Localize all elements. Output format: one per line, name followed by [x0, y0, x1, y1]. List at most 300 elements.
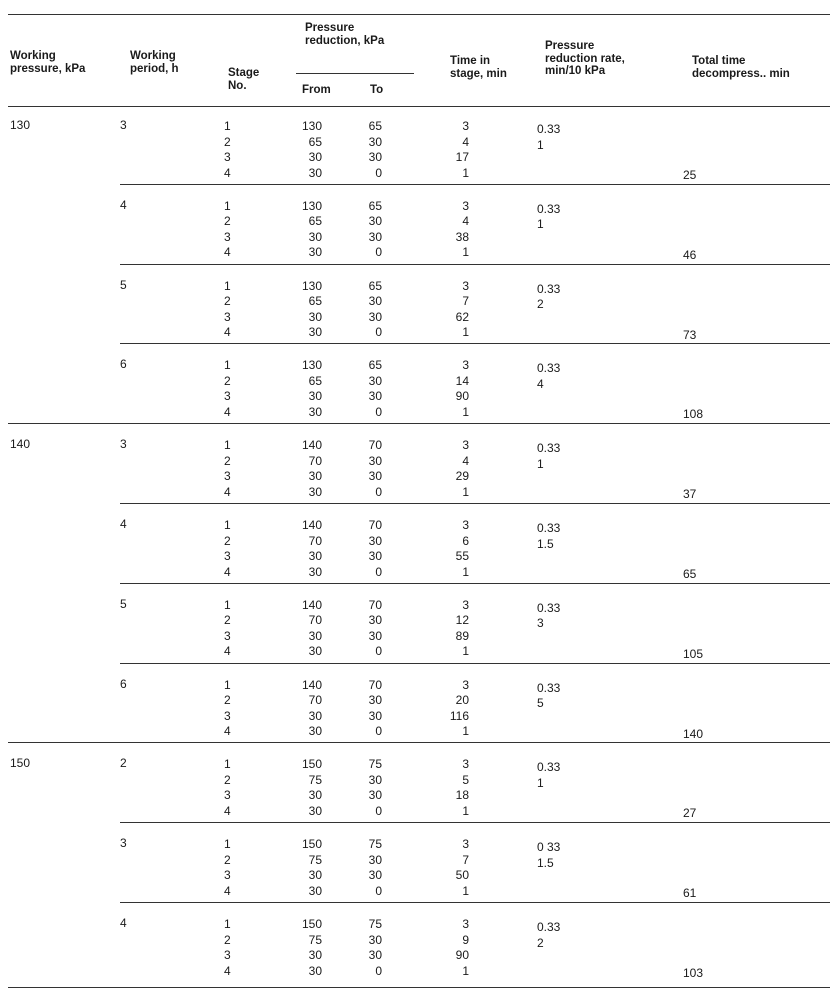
from-pressure-value: 70 [308, 453, 322, 468]
stage-number-value: 1 [224, 358, 231, 373]
to-pressure-value: 30 [368, 788, 382, 803]
time-in-stage-value: 3 [462, 677, 469, 692]
time-in-stage-value: 6 [462, 533, 469, 548]
reduction-rate-value: 0.33 [537, 680, 561, 695]
stage-number [224, 119, 231, 181]
from-pressure-value: 30 [308, 404, 322, 419]
working-period-value: 3 [120, 836, 127, 851]
stage-number-value: 3 [224, 868, 231, 883]
stage-number [224, 358, 231, 420]
stage-number-value: 4 [224, 564, 231, 579]
total-time-value: 61 [683, 886, 697, 901]
reduction-rate-value: 2 [537, 935, 544, 950]
to-pressure-value: 30 [368, 150, 382, 164]
from-pressure-value: 70 [308, 533, 322, 548]
total-time-value: 105 [683, 646, 704, 661]
from-pressure-value: 75 [308, 852, 322, 867]
from-pressure-value: 140 [301, 597, 322, 612]
stage-number-value: 4 [224, 404, 231, 419]
to-pressure-value: 0 [375, 245, 382, 260]
to-pressure-value: 0 [375, 564, 382, 579]
time-in-stage-value: 12 [455, 613, 469, 628]
stage-number-value: 3 [224, 309, 231, 324]
from-pressure [288, 119, 322, 181]
stage-number [224, 518, 231, 580]
header-pressure-reduction: Pressure reduction, kPa [305, 22, 385, 47]
block-rule [120, 822, 830, 823]
from-pressure [288, 279, 322, 341]
from-pressure-value: 30 [308, 963, 322, 978]
time-in-stage-value: 20 [455, 693, 469, 708]
from-pressure-value: 65 [308, 134, 322, 149]
time-in-stage-value: 1 [462, 325, 469, 340]
time-in-stage [448, 199, 469, 261]
reduction-rate [537, 361, 560, 392]
block-rule [120, 583, 830, 584]
time-in-stage [448, 358, 469, 420]
to-pressure-value: 0 [375, 404, 382, 419]
time-in-stage-value: 38 [455, 229, 469, 244]
to-pressure-value: 0 [375, 325, 382, 340]
from-pressure [288, 358, 322, 420]
time-in-stage-value: 90 [455, 948, 469, 962]
from-pressure-value: 30 [308, 150, 322, 164]
from-pressure-value: 150 [301, 757, 322, 772]
from-pressure [288, 917, 322, 979]
to-pressure-value: 0 [375, 724, 382, 739]
time-in-stage-value: 1 [462, 404, 469, 419]
time-in-stage-value: 3 [462, 917, 469, 931]
time-in-stage-value: 1 [462, 724, 469, 739]
time-in-stage-value: 1 [462, 245, 469, 260]
stage-number-value: 3 [224, 229, 231, 244]
from-pressure-value: 130 [301, 358, 322, 373]
to-pressure-value: 30 [368, 294, 382, 309]
stage-number-value: 3 [224, 788, 231, 803]
working-period-value: 6 [120, 357, 127, 372]
from-pressure-value: 30 [308, 564, 322, 579]
from-pressure [288, 199, 322, 261]
header-working-period: Working period, h [130, 50, 179, 75]
to-pressure-value: 75 [368, 917, 382, 931]
reduction-rate-value: 3 [537, 616, 544, 631]
time-in-stage-value: 1 [462, 803, 469, 818]
time-in-stage [448, 518, 469, 580]
from-pressure-value: 30 [308, 389, 322, 404]
header-time-in-stage: Time in stage, min [450, 55, 507, 80]
reduction-rate-value: 0.33 [537, 521, 561, 535]
stage-number-value: 2 [224, 932, 231, 947]
to-pressure-value: 65 [368, 119, 382, 133]
working-period-value: 5 [120, 596, 127, 611]
time-in-stage-value: 3 [462, 119, 469, 133]
top-rule [8, 14, 830, 15]
stage-number-value: 1 [224, 597, 231, 612]
reduction-rate-value: 4 [537, 376, 544, 391]
from-pressure-value: 30 [308, 165, 322, 180]
from-pressure-value: 30 [308, 788, 322, 803]
stage-number-value: 2 [224, 533, 231, 548]
time-in-stage-value: 17 [455, 150, 469, 164]
stage-number-value: 2 [224, 294, 231, 309]
stage-number [224, 837, 231, 899]
working-period-value: 4 [120, 517, 127, 531]
reduction-rate-value: 0.33 [537, 920, 561, 934]
time-in-stage-value: 116 [449, 708, 469, 723]
time-in-stage-value: 3 [462, 757, 469, 772]
sub-header-rule [296, 73, 414, 74]
reduction-rate-value: 1.5 [537, 536, 554, 551]
reduction-rate [537, 840, 560, 871]
to-pressure [352, 917, 382, 979]
stage-number-value: 4 [224, 803, 231, 818]
to-pressure [352, 518, 382, 580]
to-pressure-value: 30 [368, 948, 382, 962]
to-pressure-value: 30 [368, 932, 382, 947]
reduction-rate [537, 681, 560, 712]
from-pressure-value: 30 [308, 309, 322, 324]
to-pressure-value: 30 [368, 214, 382, 229]
stage-number-value: 3 [224, 549, 231, 563]
working-period-value: 2 [120, 756, 127, 771]
reduction-rate-value: 0.33 [537, 441, 561, 456]
total-time-value: 103 [683, 966, 704, 980]
to-pressure [352, 837, 382, 899]
block-rule [120, 902, 830, 903]
total-time-value: 65 [683, 567, 697, 581]
to-pressure-value: 70 [368, 677, 382, 692]
reduction-rate-value: 2 [537, 297, 544, 312]
bottom-rule [8, 987, 830, 988]
time-in-stage [448, 837, 469, 899]
to-pressure-value: 30 [368, 549, 382, 563]
reduction-rate-value: 0.33 [537, 760, 561, 775]
stage-number-value: 2 [224, 613, 231, 628]
time-in-stage-value: 1 [462, 644, 469, 659]
stage-number [224, 438, 231, 500]
working-period-value: 6 [120, 676, 127, 691]
reduction-rate-value: 1 [537, 137, 544, 152]
from-pressure-value: 30 [308, 708, 322, 723]
block-rule [120, 184, 830, 185]
time-in-stage-value: 90 [455, 389, 469, 404]
from-pressure-value: 30 [308, 868, 322, 883]
reduction-rate [537, 521, 560, 552]
from-pressure-value: 30 [308, 644, 322, 659]
time-in-stage [448, 678, 469, 740]
time-in-stage-value: 50 [455, 868, 469, 883]
time-in-stage-value: 14 [455, 373, 469, 388]
time-in-stage-value: 3 [462, 518, 469, 532]
time-in-stage-value: 3 [462, 198, 469, 213]
working-period-value: 4 [120, 197, 127, 212]
total-time-value: 27 [683, 806, 697, 821]
reduction-rate-value: 0.33 [537, 361, 561, 376]
from-pressure-value: 130 [301, 198, 322, 213]
working-pressure-value: 150 [10, 756, 31, 771]
stage-number-value: 1 [224, 518, 231, 532]
stage-number [224, 678, 231, 740]
stage-number-value: 3 [224, 469, 231, 484]
time-in-stage-value: 1 [462, 484, 469, 499]
time-in-stage-value: 7 [462, 294, 469, 309]
to-pressure [352, 119, 382, 181]
stage-number [224, 917, 231, 979]
to-pressure-value: 0 [375, 644, 382, 659]
stage-number [224, 598, 231, 660]
from-pressure-value: 70 [308, 613, 322, 628]
from-pressure-value: 30 [308, 803, 322, 818]
stage-number-value: 4 [224, 484, 231, 499]
stage-number-value: 3 [224, 628, 231, 643]
block-rule [120, 343, 830, 344]
from-pressure [288, 837, 322, 899]
header-stage-no: Stage No. [228, 67, 260, 92]
stage-number-value: 3 [224, 389, 231, 404]
reduction-rate-value: 1.5 [537, 855, 554, 870]
to-pressure-value: 30 [368, 852, 382, 867]
time-in-stage [448, 119, 469, 181]
from-pressure-value: 150 [301, 917, 322, 931]
to-pressure-value: 75 [368, 757, 382, 772]
from-pressure-value: 30 [308, 724, 322, 739]
reduction-rate-value: 0.33 [537, 122, 561, 136]
to-pressure-value: 65 [368, 198, 382, 213]
from-pressure-value: 130 [301, 278, 322, 293]
stage-number-value: 2 [224, 134, 231, 149]
from-pressure [288, 757, 322, 819]
from-pressure-value: 30 [308, 469, 322, 484]
time-in-stage-value: 9 [462, 932, 469, 947]
header-reduction-rate: Pressure reduction rate, min/10 kPa [545, 40, 625, 77]
total-time-value: 73 [683, 327, 697, 342]
stage-number [224, 279, 231, 341]
stage-number-value: 4 [224, 325, 231, 340]
working-period-value: 5 [120, 277, 127, 292]
stage-number-value: 1 [224, 438, 231, 453]
from-pressure-value: 75 [308, 932, 322, 947]
time-in-stage [448, 438, 469, 500]
reduction-rate-value: 0.33 [537, 281, 561, 296]
reduction-rate-value: 1 [537, 217, 544, 232]
from-pressure-value: 140 [301, 518, 322, 532]
from-pressure-value: 130 [301, 119, 322, 133]
time-in-stage [448, 598, 469, 660]
reduction-rate [537, 601, 560, 632]
to-pressure [352, 757, 382, 819]
from-pressure-value: 75 [308, 772, 322, 787]
to-pressure-value: 30 [368, 628, 382, 643]
to-pressure [352, 279, 382, 341]
stage-number-value: 2 [224, 214, 231, 229]
header-working-pressure: Working pressure, kPa [10, 50, 86, 75]
from-pressure-value: 30 [308, 549, 322, 563]
from-pressure-value: 65 [308, 373, 322, 388]
total-time-value: 37 [683, 487, 697, 502]
block-rule [120, 264, 830, 265]
to-pressure-value: 30 [368, 693, 382, 708]
reduction-rate-value: 1 [537, 775, 544, 790]
stage-number-value: 1 [224, 757, 231, 772]
from-pressure [288, 438, 322, 500]
from-pressure-value: 30 [308, 883, 322, 898]
stage-number-value: 4 [224, 963, 231, 978]
stage-number-value: 1 [224, 837, 231, 852]
to-pressure [352, 199, 382, 261]
time-in-stage [448, 279, 469, 341]
from-pressure-value: 30 [308, 484, 322, 499]
from-pressure [288, 678, 322, 740]
from-pressure-value: 30 [308, 628, 322, 643]
to-pressure-value: 30 [368, 134, 382, 149]
stage-number-value: 2 [224, 693, 231, 708]
time-in-stage-value: 18 [455, 788, 469, 803]
time-in-stage-value: 1 [462, 963, 469, 978]
header-from: From [302, 84, 331, 96]
stage-number-value: 3 [224, 150, 231, 164]
from-pressure [288, 598, 322, 660]
total-time-value: 25 [683, 168, 697, 182]
to-pressure-value: 30 [368, 453, 382, 468]
stage-number-value: 4 [224, 245, 231, 260]
time-in-stage [448, 917, 469, 979]
working-period-value: 4 [120, 916, 127, 930]
to-pressure-value: 30 [368, 373, 382, 388]
reduction-rate-value: 0.33 [537, 201, 561, 216]
group-rule [8, 742, 830, 743]
time-in-stage-value: 4 [462, 214, 469, 229]
group-rule [8, 423, 830, 424]
time-in-stage-value: 1 [462, 564, 469, 579]
to-pressure-value: 0 [375, 883, 382, 898]
working-period-value: 3 [120, 437, 127, 452]
to-pressure-value: 30 [368, 229, 382, 244]
from-pressure [288, 518, 322, 580]
from-pressure-value: 70 [308, 693, 322, 708]
stage-number-value: 2 [224, 852, 231, 867]
from-pressure-value: 65 [308, 214, 322, 229]
block-rule [120, 663, 830, 664]
stage-number-value: 2 [224, 772, 231, 787]
time-in-stage-value: 3 [462, 597, 469, 612]
time-in-stage [448, 757, 469, 819]
to-pressure-value: 0 [375, 963, 382, 978]
to-pressure-value: 65 [368, 278, 382, 293]
to-pressure-value: 65 [368, 358, 382, 373]
from-pressure-value: 30 [308, 245, 322, 260]
stage-number-value: 3 [224, 948, 231, 962]
total-time-value: 140 [683, 726, 704, 741]
to-pressure-value: 30 [368, 868, 382, 883]
reduction-rate-value: 0 33 [537, 840, 561, 855]
to-pressure-value: 0 [375, 803, 382, 818]
to-pressure-value: 30 [368, 309, 382, 324]
stage-number-value: 4 [224, 883, 231, 898]
total-time-value: 46 [683, 247, 697, 262]
stage-number-value: 2 [224, 373, 231, 388]
time-in-stage-value: 62 [455, 309, 469, 324]
to-pressure [352, 358, 382, 420]
to-pressure-value: 70 [368, 438, 382, 453]
to-pressure-value: 30 [368, 533, 382, 548]
time-in-stage-value: 7 [462, 852, 469, 867]
stage-number-value: 1 [224, 917, 231, 931]
to-pressure-value: 70 [368, 597, 382, 612]
to-pressure-value: 0 [375, 165, 382, 180]
header-total-time: Total time decompress.. min [692, 55, 790, 80]
reduction-rate [537, 441, 560, 472]
working-pressure-value: 140 [10, 437, 31, 452]
time-in-stage-value: 3 [462, 438, 469, 453]
time-in-stage-value: 3 [462, 278, 469, 293]
stage-number-value: 1 [224, 677, 231, 692]
reduction-rate-value: 1 [537, 456, 544, 471]
header-rule [8, 106, 830, 107]
to-pressure-value: 30 [368, 469, 382, 484]
stage-number [224, 199, 231, 261]
reduction-rate [537, 920, 560, 951]
working-period-value: 3 [120, 118, 127, 132]
stage-number-value: 1 [224, 278, 231, 293]
stage-number-value: 4 [224, 724, 231, 739]
time-in-stage-value: 55 [455, 549, 469, 563]
to-pressure [352, 438, 382, 500]
from-pressure-value: 65 [308, 294, 322, 309]
from-pressure-value: 140 [301, 677, 322, 692]
stage-number-value: 1 [224, 198, 231, 213]
time-in-stage-value: 4 [462, 134, 469, 149]
from-pressure-value: 30 [308, 229, 322, 244]
to-pressure-value: 30 [368, 389, 382, 404]
to-pressure [352, 678, 382, 740]
time-in-stage-value: 5 [462, 772, 469, 787]
time-in-stage-value: 1 [462, 883, 469, 898]
from-pressure-value: 150 [301, 837, 322, 852]
stage-number [224, 757, 231, 819]
to-pressure-value: 0 [375, 484, 382, 499]
reduction-rate-value: 0.33 [537, 600, 561, 615]
stage-number-value: 4 [224, 644, 231, 659]
header-to: To [370, 84, 384, 96]
time-in-stage-value: 3 [462, 358, 469, 373]
to-pressure-value: 30 [368, 708, 382, 723]
time-in-stage-value: 29 [455, 469, 469, 484]
reduction-rate-value: 5 [537, 696, 544, 711]
stage-number-value: 2 [224, 453, 231, 468]
stage-number-value: 4 [224, 165, 231, 180]
reduction-rate [537, 122, 560, 153]
stage-number-value: 3 [224, 708, 231, 723]
reduction-rate [537, 282, 560, 313]
total-time-value: 108 [683, 407, 704, 422]
to-pressure-value: 30 [368, 613, 382, 628]
to-pressure-value: 30 [368, 772, 382, 787]
from-pressure-value: 30 [308, 325, 322, 340]
reduction-rate [537, 760, 560, 791]
to-pressure [352, 598, 382, 660]
block-rule [120, 503, 830, 504]
time-in-stage-value: 3 [462, 837, 469, 852]
working-pressure-value: 130 [10, 118, 31, 132]
time-in-stage-value: 1 [462, 165, 469, 180]
to-pressure-value: 75 [368, 837, 382, 852]
to-pressure-value: 70 [368, 518, 382, 532]
time-in-stage-value: 89 [455, 628, 469, 643]
from-pressure-value: 140 [301, 438, 322, 453]
from-pressure-value: 30 [308, 948, 322, 962]
time-in-stage-value: 4 [462, 453, 469, 468]
reduction-rate [537, 202, 560, 233]
